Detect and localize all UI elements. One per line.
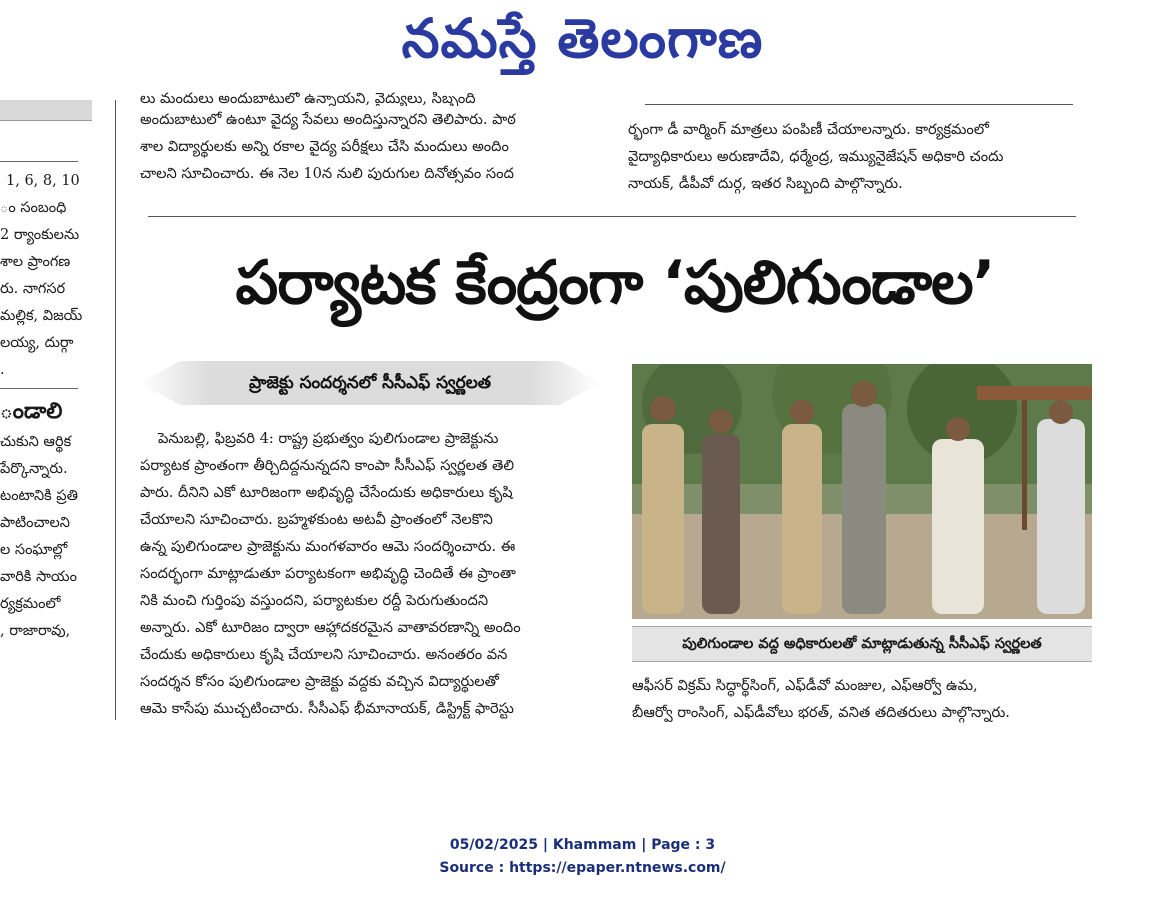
left-line: 2 ర్యాంకులను (0, 227, 80, 243)
left-photo-fragment (0, 100, 92, 121)
article-line: ఆఫీసర్ విక్రమ్ సిద్ధార్థ్‌సింగ్, ఎఫ్‌డీవో మంజుల, ఎఫ్‌ఆర్వో ఉమ, (632, 677, 978, 694)
article-line: ఉన్న పులిగుండాల ప్రాజెక్టును మంగళవారం ఆమె సందర్శించారు. ఈ (140, 538, 516, 555)
left-top-text (0, 168, 112, 384)
left-column (0, 100, 112, 720)
masthead-logo: నమస్తే తెలంగాణ (401, 7, 764, 70)
left-line: వారికి సాయం (0, 569, 77, 585)
left-divider (0, 388, 78, 389)
text-line: అందుబాటులో ఉంటూ వైద్య సేవలు అందిస్తున్నారని తెలిపారు. పాఠ (140, 111, 516, 128)
left-heading: ండాలి (0, 399, 63, 424)
left-line: పాటించాలని (0, 515, 70, 531)
left-line: లయ్య, దుర్గా (0, 335, 74, 351)
news-photo-illustration (632, 364, 1092, 619)
text-line: చాలని సూచించారు. ఈ నెల 10న నులి పురుగుల దినోత్సవం సంద (140, 165, 514, 182)
left-line: ర్యక్రమంలో (0, 596, 61, 612)
left-line: . (0, 362, 5, 378)
left-line: పేర్కొన్నారు. (0, 461, 68, 477)
article-line: సందర్శన కోసం పులిగుండాల ప్రాజెక్టు వద్దకు వచ్చిన విద్యార్థులతో (140, 673, 499, 690)
left-divider (0, 161, 78, 162)
photo-caption: పులిగుండాల వద్ద అధికారులతో మాట్లాడుతున్న సీసీఎఫ్ స్వర్ణలత (632, 626, 1092, 662)
section-divider (148, 216, 1076, 217)
article-line: ఆమె కాసేపు ముచ్చటించారు. సీసీఎఫ్ భీమానాయక్, డిస్ట్రిక్ట్ ఫారెస్టు (140, 700, 514, 717)
previous-article-right (628, 116, 1098, 197)
article-line: పారు. దీనిని ఎకో టూరిజంగా అభివృద్ధి చేసేందుకు అధికారులు కృషి (140, 484, 513, 501)
left-line: రు. నాగసర (0, 281, 66, 297)
subheadline: ప్రాజెక్టు సందర్శనలో సీసీఎఫ్ స్వర్ణలత (248, 373, 491, 393)
text-line: వైద్యాధికారులు అరుణాదేవి, ధర్మేంద్ర, ఇమ్యునైజేషన్ అధికారి చందు (628, 148, 1004, 165)
left-line: ల సంఘాల్లో (0, 542, 68, 558)
article-body (140, 425, 602, 722)
footer-date-edition-page: 05/02/2025 | Khammam | Page : 3 (449, 837, 716, 853)
previous-article-middle (140, 92, 605, 187)
text-line: నాయక్, డీపీవో దుర్గ, ఇతర సిబ్బంది పాల్గొన్నారు. (628, 175, 903, 192)
article-line: సందర్భంగా మాట్లాడుతూ పర్యాటకంగా అభివృద్ధి చెందితే ఈ ప్రాంతా (140, 565, 516, 582)
column-divider (115, 100, 116, 720)
subheadline-banner (140, 355, 600, 411)
footer-source-link[interactable]: Source : https://epaper.ntnews.com/ (439, 860, 726, 876)
left-line: చుకుని ఆర్థిక (0, 434, 72, 450)
article-line: బీఆర్వో రాంసింగ్, ఎఫ్‌డీవోలు భరత్, వనిత తదితరులు పాల్గొన్నారు. (632, 704, 1010, 721)
article-line: చేయాలని సూచించారు. బ్రహ్మళకుంట అటవీ ప్రాంతంలో నెలకొని (140, 511, 493, 528)
left-line: , రాజారావు, (0, 623, 71, 639)
left-line: 1, 6, 8, 10 (6, 173, 80, 189)
left-line: ం సంబంధి (0, 200, 67, 216)
left-bottom-text (0, 429, 112, 645)
article-line: అన్నారు. ఎకో టూరిజం ద్వారా ఆహ్లాదకరమైన వాతావరణాన్ని అందిం (140, 619, 521, 636)
left-line: మల్లిక, విజయ్ (0, 308, 83, 324)
text-line: లు మందులు అందుబాటులో ఉన్నాయని, వైద్యులు, సిబ్బంది (140, 92, 476, 106)
top-right-divider (645, 104, 1073, 105)
text-line: ర్భంగా డీ వార్మింగ్ మాత్రలు పంపిణీ చేయాలన్నారు. కార్యక్రమంలో (628, 121, 989, 138)
article-line: చేందుకు అధికారులు కృషి చేయాలని సూచించారు. అనంతరం వన (140, 646, 508, 663)
article-continuation (632, 672, 1097, 726)
article-headline: పర్యాటక కేంద్రంగా ‘పులిగుండాల’ (235, 248, 995, 318)
article-line: పర్యాటక ప్రాంతంగా తీర్చిదిద్దనున్నదని కాంపా సీసీఎఫ్ స్వర్ణలత తెలి (140, 457, 515, 474)
news-photo (632, 364, 1092, 619)
article-line: నికి మంచి గుర్తింపు వస్తుందని, పర్యాటకుల రద్దీ పెరుగుతుందని (140, 592, 489, 609)
article-line: పెనుబల్లి, ఫిబ్రవరి 4: రాష్ట్ర ప్రభుత్వం పులిగుండాల ప్రాజెక్టును (158, 430, 499, 447)
left-line: టంటానికి ప్రతి (0, 488, 78, 504)
text-line: శాల విద్యార్థులకు అన్ని రకాల వైద్య పరీక్షలు చేసి మందులు అందిం (140, 138, 509, 155)
left-line: శాల ప్రాంగణ (0, 254, 71, 270)
